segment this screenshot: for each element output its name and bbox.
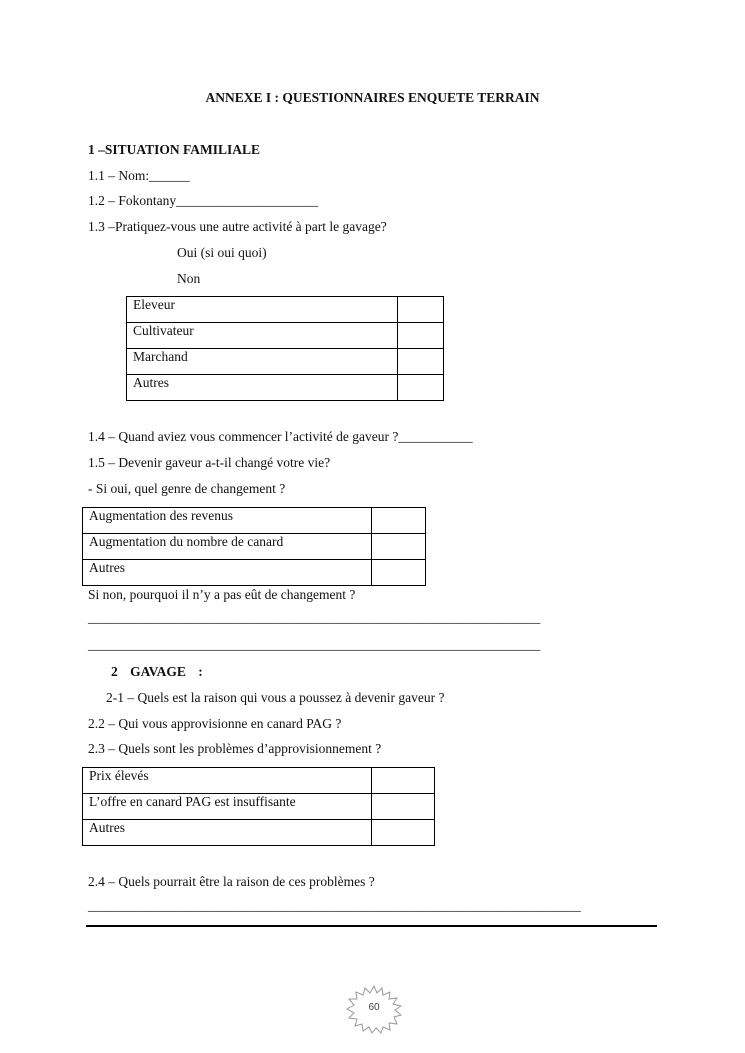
option-oui: Oui (si oui quoi) [177, 245, 267, 260]
question-2-2: 2.2 – Qui vous approvisionne en canard PAG ? [88, 716, 342, 731]
table-row [127, 323, 444, 349]
answer-line[interactable]: ___________________________________________________________________ [88, 637, 541, 652]
question-2-1: 2-1 – Quels est la raison qui vous a poussez à devenir gaveur ? [106, 690, 445, 705]
activity-label: Marchand [127, 349, 398, 375]
activity-label: Cultivateur [127, 323, 398, 349]
section1-heading: 1 –SITUATION FAMILIALE [88, 142, 261, 157]
table-row [127, 349, 444, 375]
problem-checkbox[interactable] [372, 794, 435, 820]
section2-heading: 2 GAVAGE : [111, 664, 203, 679]
question-1-5: 1.5 – Devenir gaveur a-t-il changé votre vie? [88, 455, 331, 470]
table-row [83, 820, 435, 846]
question-1-4: 1.4 – Quand aviez vous commencer l’activité de gaveur ?___________ [88, 429, 473, 444]
table-row [127, 375, 444, 401]
question-1-2: 1.2 – Fokontany_____________________ [88, 193, 318, 208]
change-checkbox[interactable] [372, 508, 426, 534]
change-checkbox[interactable] [372, 534, 426, 560]
table-row [127, 297, 444, 323]
page-number: 60 [368, 1002, 380, 1013]
option-non: Non [177, 271, 201, 286]
problem-label: Prix élevés [83, 768, 372, 794]
problem-label: Autres [83, 820, 372, 846]
change-label: Augmentation du nombre de canard [83, 534, 372, 560]
table-row [83, 768, 435, 794]
activity-label: Autres [127, 375, 398, 401]
table-row [83, 794, 435, 820]
page-number-badge [344, 984, 404, 1034]
activity-checkbox[interactable] [398, 375, 444, 401]
problem-checkbox[interactable] [372, 768, 435, 794]
table-row [83, 534, 426, 560]
activity-checkbox[interactable] [398, 297, 444, 323]
footer-rule [86, 925, 657, 927]
changes-table [82, 507, 426, 586]
si-oui-prompt: - Si oui, quel genre de changement ? [88, 481, 286, 496]
problems-table [82, 767, 435, 846]
question-2-4: 2.4 – Quels pourrait être la raison de ces problèmes ? [88, 874, 375, 889]
table-row [83, 508, 426, 534]
si-non-prompt: Si non, pourquoi il n’y a pas eût de changement ? [88, 587, 356, 602]
question-1-1: 1.1 – Nom:______ [88, 168, 190, 183]
activities-table [126, 296, 444, 401]
answer-line[interactable]: _________________________________________________________________________ [88, 898, 581, 913]
problem-checkbox[interactable] [372, 820, 435, 846]
table-row [83, 560, 426, 586]
page-title: ANNEXE I : QUESTIONNAIRES ENQUETE TERRAIN [205, 90, 540, 105]
activity-checkbox[interactable] [398, 323, 444, 349]
question-2-3: 2.3 – Quels sont les problèmes d’approvisionnement ? [88, 741, 382, 756]
change-label: Autres [83, 560, 372, 586]
activity-checkbox[interactable] [398, 349, 444, 375]
problem-label: L’offre en canard PAG est insuffisante [83, 794, 372, 820]
answer-line[interactable]: ___________________________________________________________________ [88, 610, 541, 625]
change-checkbox[interactable] [372, 560, 426, 586]
question-1-3: 1.3 –Pratiquez-vous une autre activité à part le gavage? [88, 219, 387, 234]
change-label: Augmentation des revenus [83, 508, 372, 534]
activity-label: Eleveur [127, 297, 398, 323]
